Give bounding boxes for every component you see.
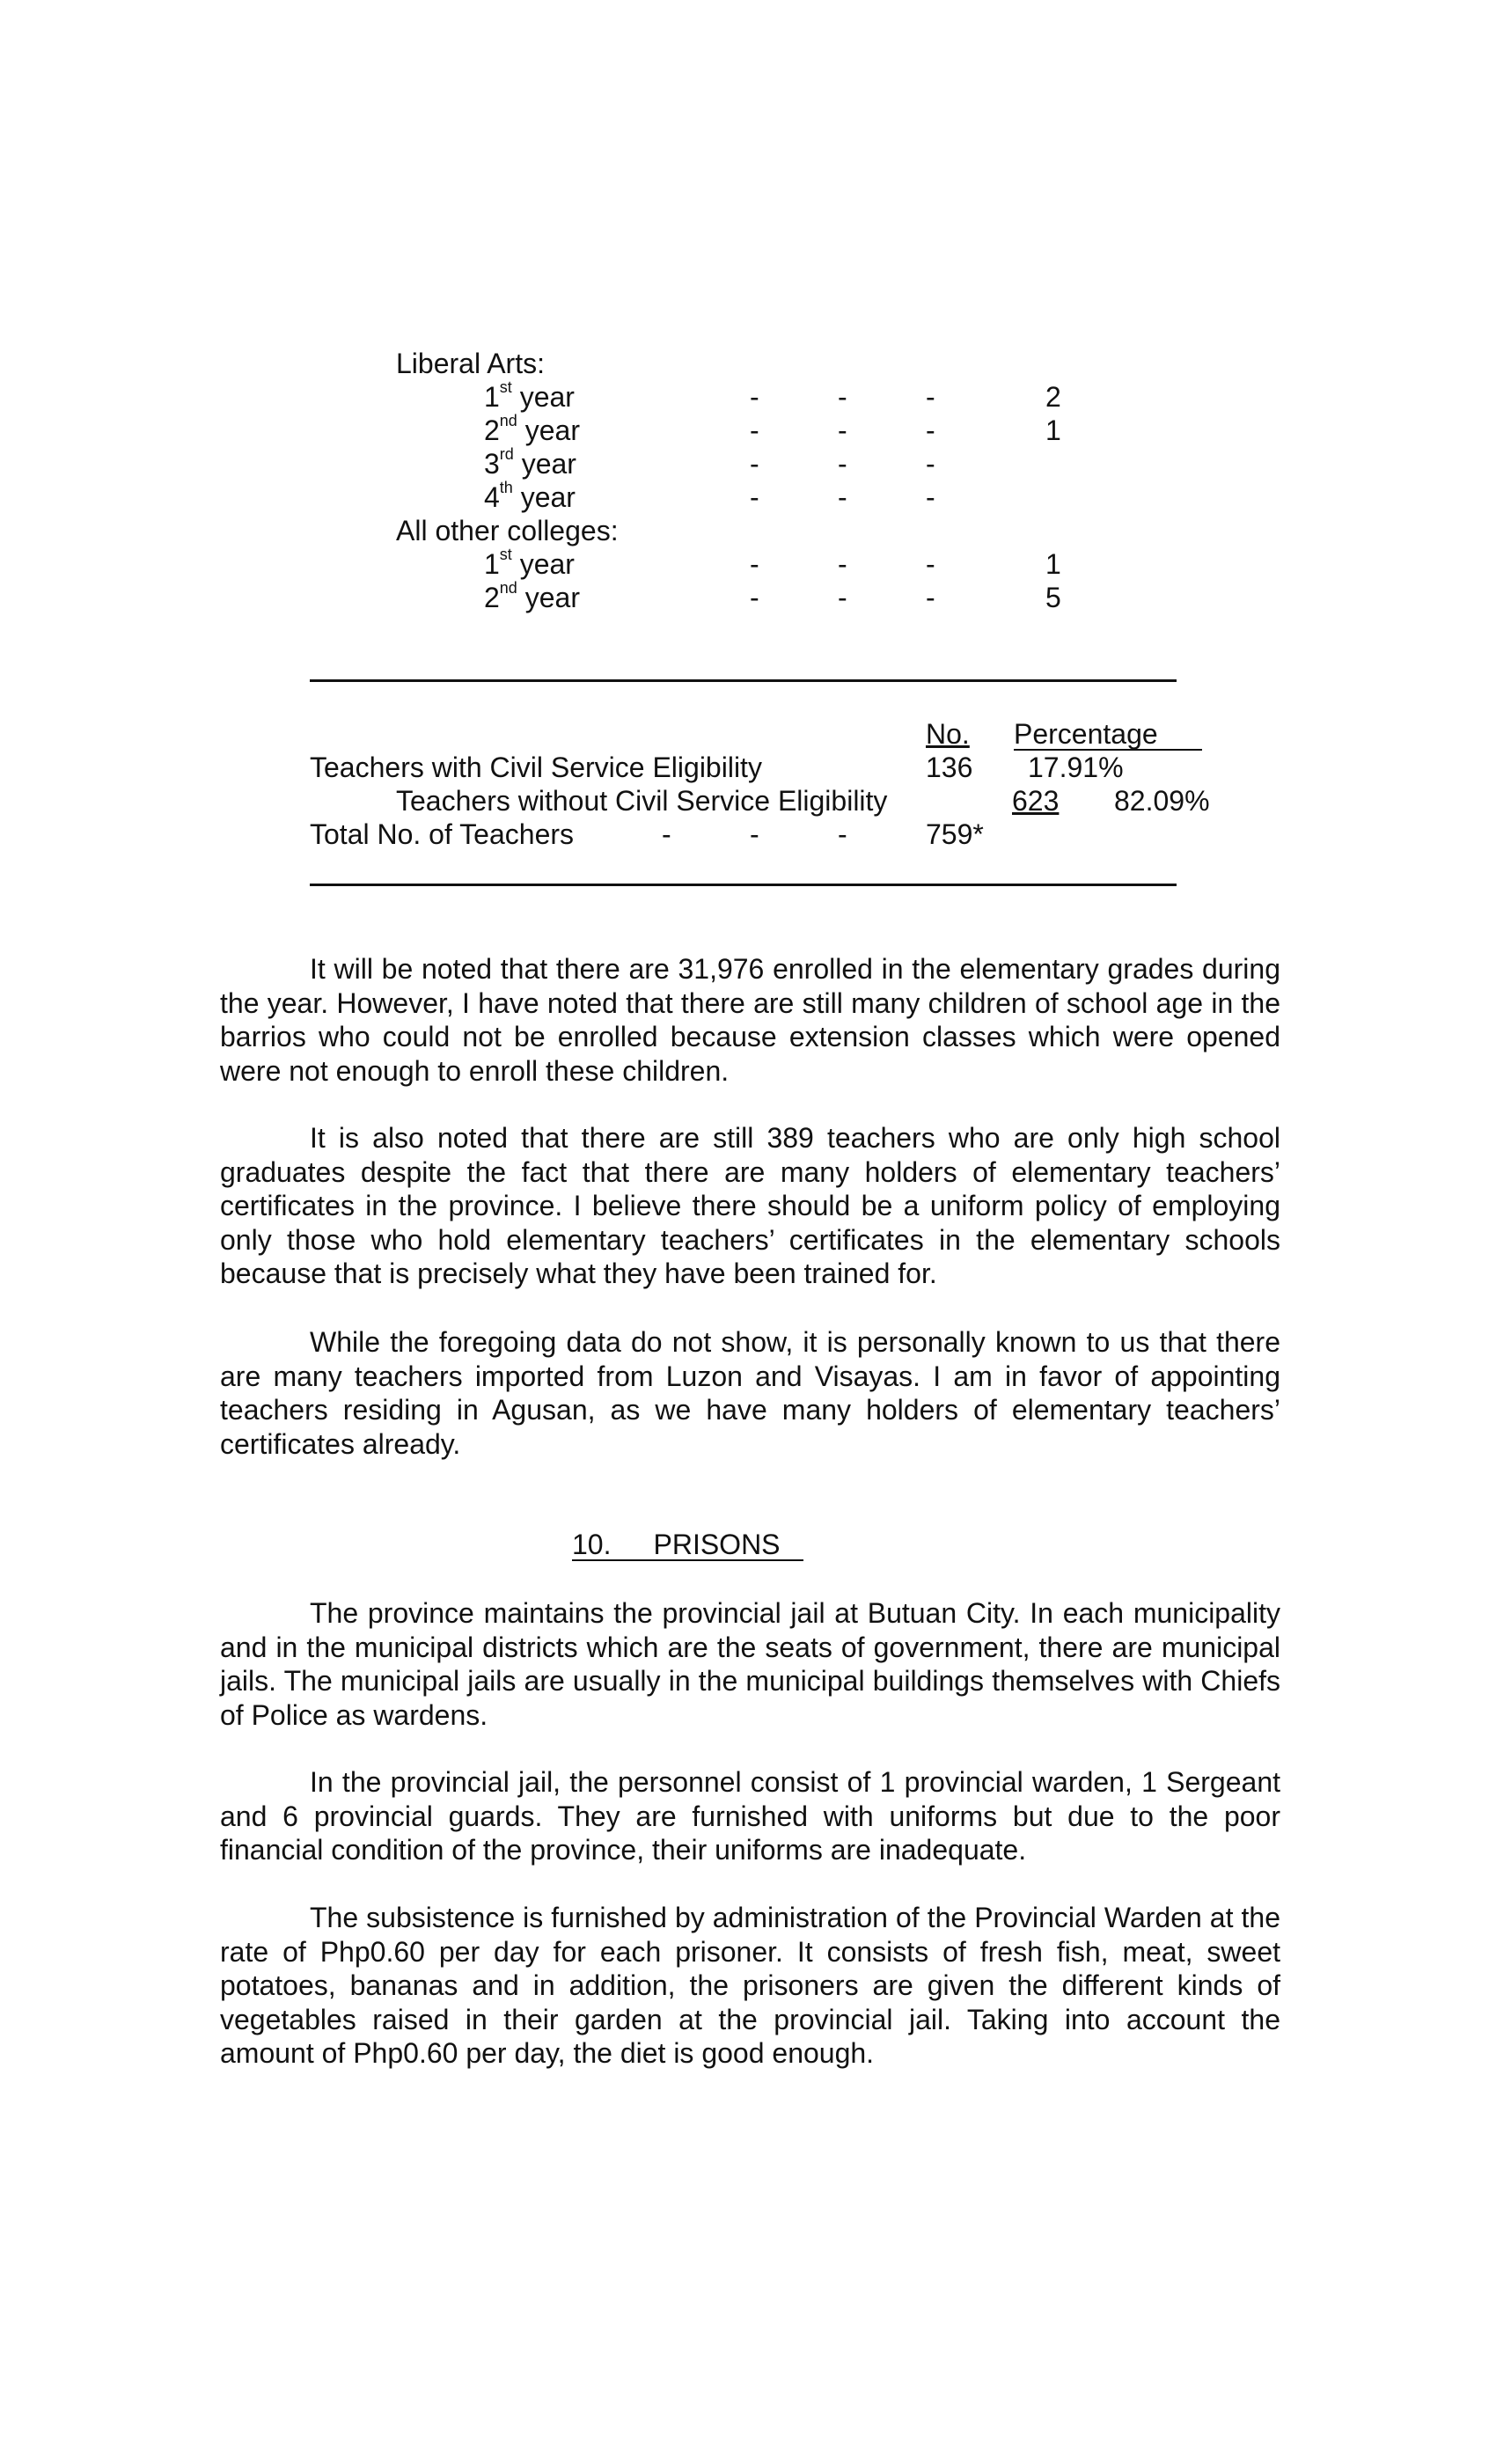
row-percentage: 82.09% (1114, 785, 1210, 817)
row-label: Teachers with Civil Service Eligibility (310, 752, 762, 783)
row-percentage: 17.91% (1028, 752, 1124, 783)
section-heading (572, 1528, 803, 1561)
dash: - (926, 414, 935, 446)
year-label: 4th year (484, 479, 576, 513)
dash: - (926, 381, 935, 413)
dash: - (926, 548, 935, 580)
dash: - (750, 548, 759, 580)
dash: - (750, 381, 759, 413)
year-label: 2nd year (484, 579, 580, 613)
dash: - (750, 414, 759, 446)
column-header-no: No. (926, 718, 970, 750)
dash: - (662, 818, 671, 850)
row-label: Total No. of Teachers (310, 818, 575, 850)
paragraph: It is also noted that there are still 389 teachers who are only high school graduates despite the fact that there are many holders of elementary teachers’ certificates in the province. I believe there should be a uniform policy of employing only those who hold elementary teachers’ certificates in the elementary schools because that is precisely what they have been trained for. (220, 1122, 1280, 1289)
row-label: Teachers without Civil Service Eligibility (396, 785, 888, 817)
dash: - (838, 414, 847, 446)
year-label: 2nd year (484, 412, 580, 446)
year-label: 1st year (484, 378, 575, 413)
dash: - (750, 582, 759, 613)
divider-line (310, 679, 1177, 682)
dash: - (838, 381, 847, 413)
year-label: 3rd year (484, 445, 576, 480)
dash: - (750, 481, 759, 513)
row-count: 623 (1012, 785, 1060, 817)
paragraph: In the provincial jail, the personnel consist of 1 provincial warden, 1 Sergeant and 6 provincial guards. They are furnished with uniforms but due to the poor financial condition of the province, their uniforms are inadequate. (220, 1766, 1280, 1866)
paragraph: The province maintains the provincial jail at Butuan City. In each municipality and in the municipal districts which are the seats of government, there are municipal jails. The municipal jails are usually in the municipal buildings themselves with Chiefs of Police as wardens. (220, 1597, 1280, 1731)
value: 2 (1045, 381, 1061, 413)
paragraph: While the foregoing data do not show, it is personally known to us that there are many teachers imported from Luzon and Visayas. I am in favor of appointing teachers residing in Agusan, as we have many holders of elementary teachers’ certificates already. (220, 1326, 1280, 1460)
row-count: 759* (926, 818, 984, 850)
dash: - (838, 481, 847, 513)
value: 1 (1045, 414, 1061, 446)
dash: - (838, 582, 847, 613)
section-title: PRISONS (653, 1529, 781, 1560)
year-label: 1st year (484, 546, 575, 580)
dash: - (750, 818, 759, 850)
dash: - (926, 481, 935, 513)
dash: - (926, 448, 935, 480)
section-number: 10. (572, 1529, 612, 1560)
column-header-percentage: Percentage (1014, 717, 1202, 751)
divider-line (310, 884, 1177, 886)
dash: - (838, 818, 847, 850)
group-label-liberal-arts: Liberal Arts: (396, 348, 545, 379)
dash: - (750, 448, 759, 480)
dash: - (838, 548, 847, 580)
value: 1 (1045, 548, 1061, 580)
row-count: 136 (926, 752, 973, 783)
paragraph: It will be noted that there are 31,976 enrolled in the elementary grades during the year. However, I have noted that there are still many children of school age in the barrios who could not be enrolled because extension classes which were opened were not enough to enroll these children. (220, 953, 1280, 1087)
group-label-other-colleges: All other colleges: (396, 515, 619, 546)
value: 5 (1045, 582, 1061, 613)
dash: - (838, 448, 847, 480)
dash: - (926, 582, 935, 613)
paragraph: The subsistence is furnished by administration of the Provincial Warden at the rate of Php0.60 per day for each prisoner. It consists of fresh fish, meat, sweet potatoes, bananas and in addition, the prisoners are given the different kinds of vegetables raised in their garden at the provincial jail. Taking into account the amount of Php0.60 per day, the diet is good enough. (220, 1902, 1280, 2069)
